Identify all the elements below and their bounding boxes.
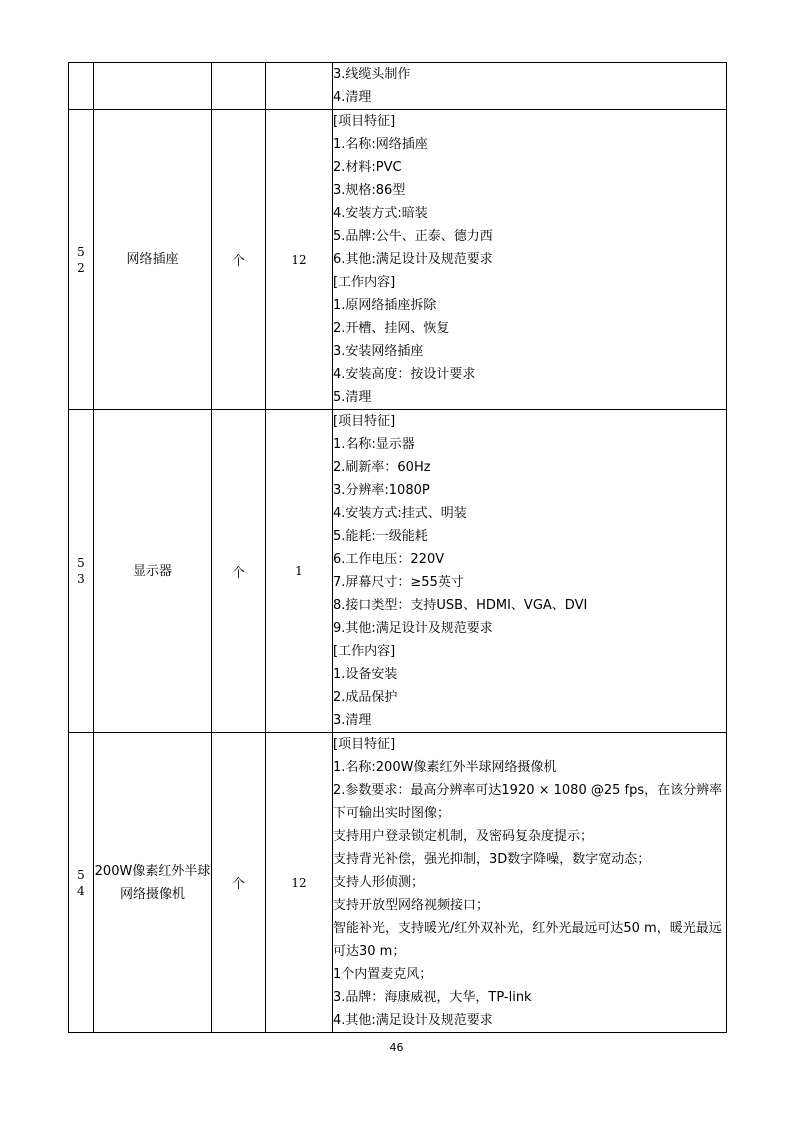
table-row xyxy=(69,63,727,110)
description-line: [工作内容] xyxy=(333,275,396,290)
description-line: 5.清理 xyxy=(333,390,372,405)
quantity-cell: 12 xyxy=(266,110,333,410)
description-line: 3.安装网络插座 xyxy=(333,344,424,359)
description-cell xyxy=(333,410,727,733)
description-line: 3.规格:86型 xyxy=(333,183,406,198)
item-name-cell xyxy=(94,63,212,110)
item-name-cell: 200W像素红外半球网络摄像机 xyxy=(94,733,212,1033)
description-line: 1.原网络插座拆除 xyxy=(333,298,437,313)
description-line: 2.开槽、挂网、恢复 xyxy=(333,321,450,336)
description-line: 9.其他:满足设计及规范要求 xyxy=(333,621,493,636)
description-line: 支持开放型网络视频接口； xyxy=(333,898,490,913)
page-number: 46 xyxy=(389,1041,404,1054)
description-line: 3.清理 xyxy=(333,713,372,728)
description-line: 5.能耗:一级能耗 xyxy=(333,529,428,544)
description-line: 6.工作电压：220V xyxy=(333,552,445,567)
description-line: 4.安装方式:挂式、明装 xyxy=(333,506,467,521)
row-seq-cell: 5 2 xyxy=(69,110,94,410)
unit-cell: 个 xyxy=(212,410,266,733)
description-line: 2.材料:PVC xyxy=(333,160,402,175)
description-line: 智能补光，支持暖光/红外双补光，红外光最远可达50 m，暖光最远可达30 m； xyxy=(333,921,722,959)
description-line: 3.品牌：海康威视，大华，TP-link xyxy=(333,990,532,1005)
description-line: 7.屏幕尺寸：≥55英寸 xyxy=(333,575,464,590)
description-line: 1.名称:显示器 xyxy=(333,437,415,452)
item-name-cell: 显示器 xyxy=(94,410,212,733)
description-line: 4.其他:满足设计及规范要求 xyxy=(333,1013,493,1028)
description-line: 支持背光补偿，强光抑制，3D数字降噪，数字宽动态； xyxy=(333,852,651,867)
description-line: 4.清理 xyxy=(333,90,372,105)
description-cell xyxy=(333,110,727,410)
description-line: 6.其他:满足设计及规范要求 xyxy=(333,252,493,267)
description-line: 4.安装高度：按设计要求 xyxy=(333,367,476,382)
description-line: 2.成品保护 xyxy=(333,690,398,705)
item-name-cell: 网络插座 xyxy=(94,110,212,410)
description-line: 2.参数要求：最高分辨率可达1920 × 1080 @25 fps，在该分辨率下可输出实时图像； xyxy=(333,783,723,821)
description-cell xyxy=(333,733,727,1033)
description-line: [项目特征] xyxy=(333,114,396,129)
description-line: 5.品牌:公牛、正泰、德力西 xyxy=(333,229,493,244)
description-line: 2.刷新率：60Hz xyxy=(333,460,431,475)
description-line: 1.名称:网络插座 xyxy=(333,137,428,152)
quantity-cell: 1 xyxy=(266,410,333,733)
unit-cell xyxy=(212,63,266,110)
description-line: 1.设备安装 xyxy=(333,667,398,682)
description-line: [工作内容] xyxy=(333,644,396,659)
description-line: 3.分辨率:1080P xyxy=(333,483,430,498)
description-line: 支持用户登录锁定机制，及密码复杂度提示； xyxy=(333,829,594,844)
description-line: 1个内置麦克风； xyxy=(333,967,433,982)
row-seq-cell: 5 4 xyxy=(69,733,94,1033)
quantity-cell: 12 xyxy=(266,733,333,1033)
description-line: 8.接口类型：支持USB、HDMI、VGA、DVI xyxy=(333,598,588,613)
unit-cell: 个 xyxy=(212,110,266,410)
description-line: 支持人形侦测； xyxy=(333,875,425,890)
description-line: 3.线缆头制作 xyxy=(333,67,411,82)
description-line: [项目特征] xyxy=(333,414,396,429)
description-line: 1.名称:200W像素红外半球网络摄像机 xyxy=(333,760,557,775)
table-row xyxy=(69,110,727,410)
description-line: [项目特征] xyxy=(333,737,396,752)
unit-cell: 个 xyxy=(212,733,266,1033)
bill-of-quantities-table xyxy=(68,62,727,1033)
row-seq-cell: 5 3 xyxy=(69,410,94,733)
table-row xyxy=(69,410,727,733)
description-cell xyxy=(333,63,727,110)
description-line: 4.安装方式:暗装 xyxy=(333,206,428,221)
table-row xyxy=(69,733,727,1033)
row-seq-cell xyxy=(69,63,94,110)
quantity-cell xyxy=(266,63,333,110)
